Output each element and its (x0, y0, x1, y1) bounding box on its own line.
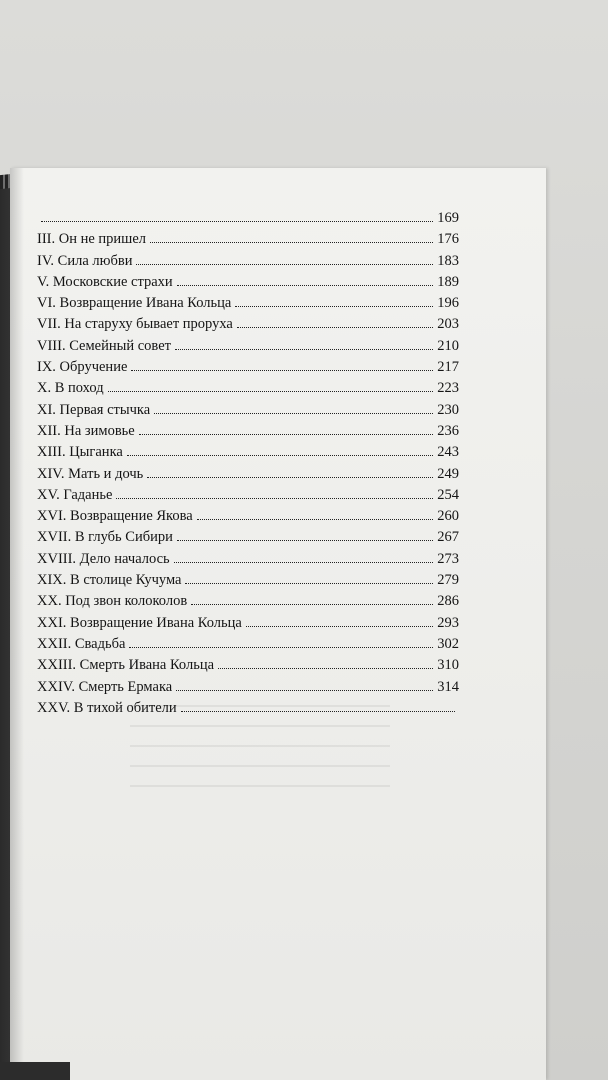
toc-leader-dots (41, 221, 433, 222)
toc-entry-page: 230 (437, 401, 459, 418)
toc-entry (37, 316, 459, 337)
toc-entry-title: XXV. В тихой обители (37, 699, 177, 716)
toc-entry-page: 293 (437, 614, 459, 631)
toc-leader-dots (237, 327, 433, 328)
toc-leader-dots (154, 413, 433, 414)
toc-entry-page: 217 (437, 359, 459, 376)
toc-leader-dots (108, 391, 434, 392)
toc-leader-dots (131, 370, 433, 371)
toc-entry (37, 615, 459, 636)
toc-entry-page: 183 (437, 252, 459, 269)
toc-entry-page: 267 (437, 529, 459, 546)
toc-entry-title: XV. Гаданье (37, 486, 113, 503)
toc-entry (37, 231, 459, 252)
toc-leader-dots (177, 285, 434, 286)
toc-entry (37, 253, 459, 274)
toc-entry-title: XXI. Возвращение Ивана Кольца (37, 614, 242, 631)
toc-entry-page: 196 (437, 295, 459, 312)
toc-entry-title: XXIV. Смерть Ермака (37, 678, 173, 695)
toc-entry (37, 700, 459, 721)
toc-entry-title: XVIII. Дело началось (37, 550, 170, 567)
toc-entry-title: XII. На зимовье (37, 422, 135, 439)
toc-leader-dots (175, 349, 433, 350)
toc-leader-dots (129, 647, 433, 648)
toc-entry-title: IX. Обручение (37, 359, 128, 376)
toc-entry-title: X. В поход (37, 380, 104, 397)
toc-leader-dots (191, 604, 433, 605)
toc-entry (37, 274, 459, 295)
toc-entry (37, 508, 459, 529)
toc-entry-page: 243 (437, 444, 459, 461)
toc-entry-page: 286 (437, 593, 459, 610)
toc-leader-dots (127, 455, 433, 456)
toc-leader-dots (136, 264, 433, 265)
toc-leader-dots (174, 562, 434, 563)
toc-entry-page: 279 (437, 572, 459, 589)
toc-leader-dots (176, 690, 433, 691)
toc-entry-page: 210 (437, 337, 459, 354)
toc-entry (37, 338, 459, 359)
toc-entry (37, 636, 459, 657)
toc-leader-dots (181, 711, 455, 712)
toc-entry-page: 249 (437, 465, 459, 482)
toc-leader-dots (139, 434, 434, 435)
toc-entry-title: III. Он не пришел (37, 231, 147, 248)
toc-entry-page: 203 (437, 316, 459, 333)
toc-entry-page: 189 (437, 273, 459, 290)
toc-entry-title: VIII. Семейный совет (37, 337, 171, 354)
toc-leader-dots (150, 242, 433, 243)
toc-leader-dots (218, 668, 433, 669)
toc-entry-page: 236 (437, 422, 459, 439)
toc-entry-title: XIV. Мать и дочь (37, 465, 144, 482)
toc-entry-title: XX. Под звон колоколов (37, 593, 188, 610)
toc-leader-dots (235, 306, 433, 307)
toc-entry (37, 380, 459, 401)
toc-entry (37, 593, 459, 614)
toc-entry (37, 210, 459, 231)
toc-entry (37, 423, 459, 444)
toc-entry-title: VII. На старуху бывает проруха (37, 316, 233, 333)
toc-entry-title: XVI. Возвращение Якова (37, 508, 193, 525)
toc-entry (37, 444, 459, 465)
toc-entry-page: 176 (437, 231, 459, 248)
toc-entry (37, 657, 459, 678)
toc-entry (37, 572, 459, 593)
toc-entry (37, 679, 459, 700)
toc-entry (37, 466, 459, 487)
toc-entry-page: 254 (437, 486, 459, 503)
toc-leader-dots (246, 626, 433, 627)
toc-leader-dots (177, 540, 433, 541)
toc-entry-title: XXIII. Смерть Ивана Кольца (37, 657, 215, 674)
toc-entry-title: IV. Сила любви (37, 252, 133, 269)
toc-leader-dots (116, 498, 433, 499)
toc-entry-title: XVII. В глубь Сибири (37, 529, 173, 546)
book-bottom-edge (0, 1062, 70, 1080)
toc-entry (37, 551, 459, 572)
toc-entry (37, 402, 459, 423)
toc-entry-title: VI. Возвращение Ивана Кольца (37, 295, 232, 312)
toc-entry-page: 273 (437, 550, 459, 567)
page-gutter-shadow (10, 168, 24, 1080)
toc-entry-page: 314 (437, 678, 459, 695)
toc-entry-page: 169 (437, 210, 459, 226)
toc-leader-dots (185, 583, 433, 584)
toc-entry-page: 260 (437, 508, 459, 525)
table-of-contents (37, 210, 459, 721)
toc-entry-page: 310 (437, 657, 459, 674)
toc-leader-dots (147, 477, 433, 478)
toc-entry (37, 359, 459, 380)
toc-entry-title: XIII. Цыганка (37, 444, 123, 461)
toc-leader-dots (197, 519, 434, 520)
toc-entry-title: XI. Первая стычка (37, 401, 151, 418)
toc-entry-title: XIX. В столице Кучума (37, 572, 182, 589)
toc-entry-page: 302 (437, 635, 459, 652)
toc-entry (37, 529, 459, 550)
toc-entry-page: 223 (437, 380, 459, 397)
toc-entry-title: XXII. Свадьба (37, 635, 126, 652)
toc-entry-title: V. Московские страхи (37, 273, 173, 290)
toc-entry (37, 487, 459, 508)
toc-entry (37, 295, 459, 316)
